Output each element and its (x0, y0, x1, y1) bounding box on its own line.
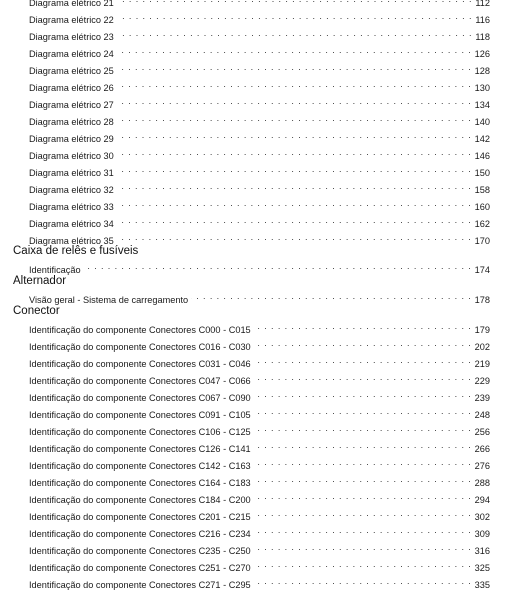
toc-entry-label: Identificação do componente Conectores C216 - C234 (29, 529, 251, 539)
leader-dots (254, 489, 472, 503)
toc-entry-page: 162 (474, 219, 490, 229)
toc-entry-label: Diagrama elétrico 22 (29, 15, 114, 25)
toc-entry-page: 219 (474, 359, 490, 369)
toc-entry[interactable] (29, 289, 490, 303)
toc-entry-label: Identificação do componente Conectores C016 - C030 (29, 342, 251, 352)
leader-dots (254, 353, 472, 367)
leader-dots (254, 540, 472, 554)
toc-entry-label: Identificação do componente Conectores C126 - C141 (29, 444, 251, 454)
toc-entry-page: 229 (474, 376, 490, 386)
toc-entry[interactable] (29, 438, 490, 452)
leader-dots (117, 60, 472, 74)
toc-entry-page: 288 (474, 478, 490, 488)
section-heading-alternador: Alternador (13, 275, 67, 287)
toc-entry-page: 256 (474, 427, 490, 437)
toc-entry-label: Identificação do componente Conectores C067 - C090 (29, 393, 251, 403)
toc-entry-label: Diagrama elétrico 25 (29, 66, 114, 76)
toc-entry[interactable] (29, 213, 490, 227)
toc-entry-page: 128 (474, 66, 490, 76)
leader-dots (254, 370, 472, 384)
toc-entry-page: 248 (474, 410, 490, 420)
toc-entry[interactable] (29, 259, 490, 273)
toc-entry-page: 174 (474, 265, 490, 275)
leader-dots (254, 404, 472, 418)
leader-dots (254, 455, 472, 469)
leader-dots (117, 0, 473, 6)
toc-entry[interactable] (29, 557, 490, 571)
leader-dots (254, 438, 472, 452)
toc-entry[interactable] (29, 574, 490, 588)
toc-entry[interactable] (29, 94, 490, 108)
toc-entry-page: 179 (474, 325, 490, 335)
toc-entry[interactable] (29, 336, 490, 350)
toc-entry-label: Diagrama elétrico 31 (29, 168, 114, 178)
toc-entry-page: 118 (475, 32, 490, 42)
toc-entry-label: Identificação do componente Conectores C271 - C295 (29, 580, 251, 590)
toc-entry-label: Identificação (29, 265, 81, 275)
leader-dots (117, 179, 472, 193)
toc-entry[interactable] (29, 353, 490, 367)
toc-entry-page: 276 (474, 461, 490, 471)
toc-entry[interactable] (29, 145, 490, 159)
leader-dots (254, 523, 472, 537)
toc-entry-page: 134 (474, 100, 490, 110)
leader-dots (117, 145, 472, 159)
toc-entry[interactable] (29, 472, 490, 486)
section-heading-conector: Conector (13, 305, 60, 317)
toc-entry[interactable] (29, 111, 490, 125)
toc-entry-label: Diagrama elétrico 30 (29, 151, 114, 161)
leader-dots (117, 213, 472, 227)
toc-entry-label: Diagrama elétrico 24 (29, 49, 114, 59)
toc-entry[interactable] (29, 128, 490, 142)
leader-dots (254, 421, 472, 435)
toc-entry-page: 239 (474, 393, 490, 403)
toc-entry-label: Diagrama elétrico 32 (29, 185, 114, 195)
toc-entry[interactable] (29, 43, 490, 57)
toc-entry-label: Identificação do componente Conectores C251 - C270 (29, 563, 251, 573)
toc-entry[interactable] (29, 196, 490, 210)
toc-entry[interactable] (29, 230, 490, 244)
leader-dots (254, 336, 472, 350)
leader-dots (117, 128, 472, 142)
toc-entry-label: Diagrama elétrico 27 (29, 100, 114, 110)
leader-dots (84, 259, 472, 273)
leader-dots (117, 94, 472, 108)
leader-dots (254, 319, 472, 333)
toc-entry-partial[interactable] (29, 0, 490, 6)
toc-entry-page: 325 (474, 563, 490, 573)
toc-entry[interactable] (29, 421, 490, 435)
toc-entry-label: Identificação do componente Conectores C164 - C183 (29, 478, 251, 488)
toc-entry[interactable] (29, 162, 490, 176)
leader-dots (254, 387, 472, 401)
toc-entry-label: Diagrama elétrico 21 (29, 0, 114, 8)
leader-dots (254, 557, 472, 571)
toc-entry-page: 335 (474, 580, 490, 590)
toc-entry-label: Identificação do componente Conectores C184 - C200 (29, 495, 251, 505)
toc-entry-page: 170 (474, 236, 490, 246)
toc-entry[interactable] (29, 77, 490, 91)
toc-entry[interactable] (29, 387, 490, 401)
toc-entry-label: Identificação do componente Conectores C000 - C015 (29, 325, 251, 335)
toc-entry-label: Identificação do componente Conectores C201 - C215 (29, 512, 251, 522)
leader-dots (117, 43, 472, 57)
toc-entry-page: 140 (474, 117, 490, 127)
toc-entry-page: 150 (474, 168, 490, 178)
toc-entry-page: 316 (474, 546, 490, 556)
toc-entry-label: Identificação do componente Conectores C235 - C250 (29, 546, 251, 556)
toc-entry-label: Diagrama elétrico 29 (29, 134, 114, 144)
toc-entry-label: Diagrama elétrico 33 (29, 202, 114, 212)
leader-dots (117, 9, 473, 23)
toc-entry-page: 302 (474, 512, 490, 522)
toc-entry-page: 158 (474, 185, 490, 195)
toc-entry[interactable] (29, 60, 490, 74)
leader-dots (191, 289, 471, 303)
toc-entry-page: 160 (474, 202, 490, 212)
leader-dots (254, 472, 472, 486)
toc-entry[interactable] (29, 540, 490, 554)
section-heading-caixa: Caixa de relês e fusíveis (13, 245, 139, 257)
leader-dots (117, 230, 472, 244)
toc-entry-page: 178 (474, 295, 490, 305)
leader-dots (254, 506, 472, 520)
toc-entry-page: 126 (474, 49, 490, 59)
toc-entry-page: 130 (474, 83, 490, 93)
toc-entry-label: Diagrama elétrico 34 (29, 219, 114, 229)
toc-entry-page: 309 (474, 529, 490, 539)
toc-entry-page: 294 (474, 495, 490, 505)
toc-entry-page: 112 (475, 0, 490, 8)
toc-entry[interactable] (29, 523, 490, 537)
toc-entry-label: Identificação do componente Conectores C106 - C125 (29, 427, 251, 437)
toc-entry-page: 142 (474, 134, 490, 144)
toc-entry[interactable] (29, 370, 490, 384)
toc-entry[interactable] (29, 455, 490, 469)
toc-entry-label: Identificação do componente Conectores C047 - C066 (29, 376, 251, 386)
leader-dots (117, 26, 473, 40)
toc-entry[interactable] (29, 489, 490, 503)
toc-entry-page: 116 (475, 15, 490, 25)
toc-entry-page: 202 (474, 342, 490, 352)
toc-entry[interactable] (29, 404, 490, 418)
toc-entry-label: Identificação do componente Conectores C142 - C163 (29, 461, 251, 471)
toc-entry[interactable] (29, 9, 490, 23)
toc-entry-label: Diagrama elétrico 26 (29, 83, 114, 93)
toc-entry[interactable] (29, 506, 490, 520)
toc-entry-page: 146 (474, 151, 490, 161)
toc-entry-label: Diagrama elétrico 23 (29, 32, 114, 42)
toc-entry[interactable] (29, 319, 490, 333)
leader-dots (117, 77, 472, 91)
leader-dots (117, 162, 472, 176)
leader-dots (117, 196, 472, 210)
toc-entry-label: Identificação do componente Conectores C031 - C046 (29, 359, 251, 369)
leader-dots (117, 111, 472, 125)
toc-entry-page: 266 (474, 444, 490, 454)
toc-entry[interactable] (29, 26, 490, 40)
toc-entry-label: Diagrama elétrico 28 (29, 117, 114, 127)
toc-entry-label: Diagrama elétrico 35 (29, 236, 114, 246)
leader-dots (254, 574, 472, 588)
toc-entry-label: Identificação do componente Conectores C091 - C105 (29, 410, 251, 420)
toc-entry-label: Visão geral - Sistema de carregamento (29, 295, 189, 305)
toc-entry[interactable] (29, 179, 490, 193)
